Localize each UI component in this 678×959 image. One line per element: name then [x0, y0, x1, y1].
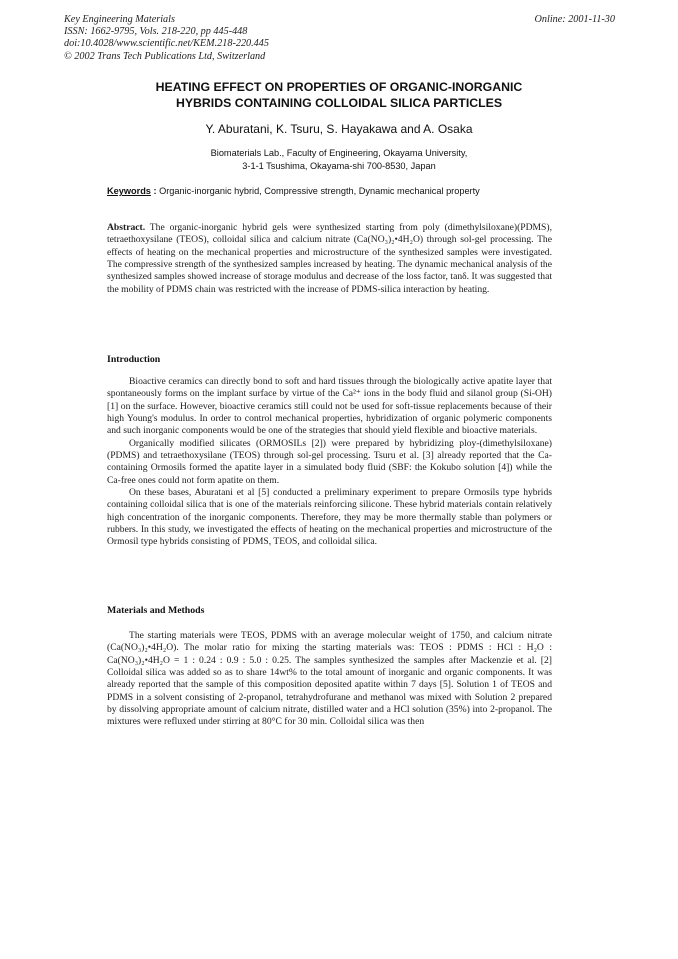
- methods-body: [107, 630, 552, 729]
- title-line-2: HYBRIDS CONTAINING COLLOIDAL SILICA PARTICLES: [175, 95, 503, 110]
- abstract-text: The organic-inorganic hybrid gels were synthesized starting from poly (dimethylsiloxane)(PDMS), tetraethoxysilane (TEOS), colloidal silica and calcium nitrate (Ca(NO₃)₂•4H₂O) through sol-gel processing. The effects of heating on the mechanical properties and microstructure of the synthesized samples were investigated. The compressive strength of the synthesized samples increased by heating. The dynamic mechanical analysis of the synthesized samples showed increase of storage modulus and decrease of the loss factor, tanδ. It was suggested that the mobility of PDMS chain was restricted with the increase of PDMS-silica interaction by heating.: [107, 222, 552, 295]
- intro-paragraph: Bioactive ceramics can directly bond to soft and hard tissues through the biologically active apatite layer that spontaneously forms on the implant surface by virtue of the Ca²⁺ ions in the body fluid and silanol group (Si-OH)[1] on the surface. However, bioactive ceramics still could not be used for soft-tissue replacements because of their high Young's modulus. In order to control mechanical properties, hybridization of organic polymeric components and such inorganic components would be one of the strategies that should yield flexible and bioactive materials.: [107, 376, 552, 437]
- keywords-line: [107, 185, 577, 197]
- keywords-label: Keywords: [107, 186, 151, 196]
- paper-title: [0, 80, 678, 111]
- abstract-label: Abstract.: [107, 222, 146, 233]
- introduction-body: [107, 376, 552, 549]
- affiliation: [0, 147, 678, 172]
- online-date: Online: 2001-11-30: [534, 14, 615, 25]
- affiliation-line-1: Biomaterials Lab., Faculty of Engineering, Okayama University,: [210, 148, 468, 158]
- keywords-text: Organic-inorganic hybrid, Compressive strength, Dynamic mechanical property: [159, 186, 480, 196]
- methods-heading: Materials and Methods: [107, 605, 205, 616]
- methods-paragraph: The starting materials were TEOS, PDMS with an average molecular weight of 1750, and calcium nitrate (Ca(NO₃)₂•4H₂O). The molar ratio for mixing the starting materials was: TEOS : PDMS : HCl : H₂O : Ca(NO₃)₂•4H₂O = 1 : 0.24 : 0.9 : 5.0 : 0.25. The samples synthesized the samples after Mackenzie et al. [2] Colloidal silica was added so as to share 14wt% to the total amount of inorganic and organic components. It was already reported that the sample of this composition deposited apatite within 7 days [5]. Solution 1 of TEOS and PDMS in a solvent consisting of 2-propanol, tetrahydrofurane and methanol was mixed with Solution 2 prepared by dissolving appropriate amount of calcium nitrate, distilled water and a HCl solution (35%) into 2-propanol. The mixtures were refluxed under stirring at 80°C for 30 min. Colloidal silica was then: [107, 630, 552, 728]
- affiliation-line-2: 3-1-1 Tsushima, Okayama-shi 700-8530, Japan: [242, 160, 436, 171]
- author-list: Y. Aburatani, K. Tsuru, S. Hayakawa and A. Osaka: [205, 122, 473, 136]
- abstract: [107, 222, 552, 296]
- copyright-line: © 2002 Trans Tech Publications Ltd, Switzerland: [64, 50, 266, 62]
- doi-line: doi:10.4028/www.scientific.net/KEM.218-220.445: [64, 38, 269, 50]
- journal-name: Key Engineering Materials: [64, 14, 175, 25]
- introduction-heading: Introduction: [107, 354, 161, 365]
- intro-paragraph: Organically modified silicates (ORMOSILs [2]) were prepared by hybridizing ploy-(dimethylsiloxane) (PDMS) and tetraethoxysilane (TEOS) through sol-gel processing. Tsuru et al. [3] already reported that the Ca-containing Ormosils formed the apatite layer in a simulated body fluid (SBF: the Kokubo solution [4]) while the Ca-free ones could not form apatite on them.: [107, 437, 552, 486]
- title-line-1: HEATING EFFECT ON PROPERTIES OF ORGANIC-INORGANIC: [155, 80, 523, 94]
- issn-line: ISSN: 1662-9795, Vols. 218-220, pp 445-448: [64, 26, 248, 38]
- intro-paragraph: On these bases, Aburatani et al [5] conducted a preliminary experiment to prepare Ormosils type hybrids containing colloidal silica that is one of the materials reinforcing silicone. These hybrid materials contain relatively high concentration of the inorganic components. Therefore, they may be more thermally stable than polymers or rubbers. In this study, we investigated the effects of heating on the mechanical properties and microstructure of the Ormosil type hybrids consisting of PDMS, TEOS, and colloidal silica.: [107, 487, 552, 548]
- journal-header: [64, 14, 269, 63]
- keywords-separator: :: [150, 186, 160, 196]
